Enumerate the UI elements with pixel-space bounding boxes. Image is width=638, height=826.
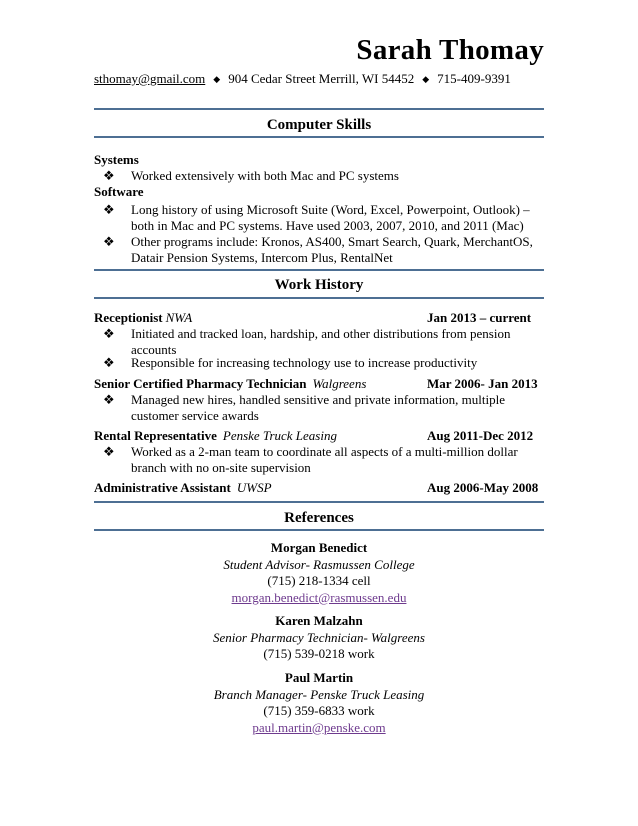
address: 904 Cedar Street Merrill, WI 54452 [228, 71, 415, 86]
list-item [103, 168, 543, 184]
separator-diamond: ◆ [422, 74, 430, 84]
reference-name: Karen Malzahn [275, 613, 363, 628]
section-rule [94, 269, 544, 271]
separator-diamond: ◆ [213, 74, 221, 84]
software-label: Software [94, 184, 144, 199]
section-rule [94, 136, 544, 138]
contact-line [94, 71, 511, 87]
reference-paul-martin [94, 670, 544, 736]
phone: 715-409-9391 [437, 71, 511, 86]
list-item [103, 392, 543, 423]
diamond-outline-bullet-icon: ❖ [103, 326, 115, 341]
diamond-bullet-icon: ❖ [103, 168, 115, 183]
job-title: Senior Certified Pharmacy Technician [94, 376, 307, 391]
job-company: UWSP [236, 480, 272, 495]
section-rule [94, 108, 544, 110]
job-dates: Mar 2006- Jan 2013 [427, 376, 538, 391]
job-company: Walgreens [312, 376, 367, 391]
job-title: Receptionist [94, 310, 163, 325]
list-item [103, 326, 543, 357]
bullet-text: Datair Pension Systems, Intercom Plus, RentalNet [131, 249, 393, 265]
bullet-text: Responsible for increasing technology use to increase productivity [131, 355, 478, 370]
bullet-text: Long history of using Microsoft Suite (Word, Excel, Powerpoint, Outlook) – [131, 202, 530, 217]
systems-label: Systems [94, 152, 139, 167]
reference-morgan-benedict [94, 540, 544, 606]
diamond-outline-bullet-icon: ❖ [103, 444, 115, 459]
bullet-text: Other programs include: Kronos, AS400, Smart Search, Quark, MerchantOS, [131, 234, 533, 249]
reference-karen-malzahn [94, 613, 544, 663]
job-dates: Aug 2011-Dec 2012 [427, 428, 534, 443]
diamond-outline-bullet-icon: ❖ [103, 392, 115, 407]
list-item [103, 202, 543, 233]
job-title: Rental Representative [94, 428, 217, 443]
job-company: Penske Truck Leasing [222, 428, 337, 443]
job-entry-receptionist [94, 310, 544, 326]
candidate-name: Sarah Thomay [356, 34, 544, 66]
diamond-outline-bullet-icon: ❖ [103, 355, 115, 370]
bullet-text: Managed new hires, handled sensitive and private information, multiple [131, 392, 506, 407]
bullet-text: customer service awards [131, 407, 259, 423]
job-dates: Aug 2006-May 2008 [427, 480, 539, 495]
job-dates: Jan 2013 – current [427, 310, 532, 325]
job-entry-administrative-assistant [94, 480, 544, 496]
section-title-computer-skills: Computer Skills [266, 117, 372, 133]
reference-name: Morgan Benedict [270, 540, 368, 555]
section-rule [94, 297, 544, 299]
reference-role: Senior Pharmacy Technician- Walgreens [213, 629, 425, 645]
job-company: NWA [165, 310, 193, 325]
bullet-text: Worked as a 2-man team to coordinate all aspects of a multi-million dollar [131, 444, 518, 459]
email-link[interactable]: sthomay@gmail.com [94, 71, 206, 86]
job-entry-pharmacy-technician [94, 376, 544, 392]
reference-phone: (715) 539-0218 work [263, 646, 375, 661]
bullet-text: accounts [131, 341, 177, 357]
section-rule [94, 501, 544, 503]
diamond-bullet-icon: ❖ [103, 202, 115, 217]
reference-role: Student Advisor- Rasmussen College [223, 556, 415, 572]
job-title: Administrative Assistant [94, 480, 231, 495]
reference-role: Branch Manager- Penske Truck Leasing [213, 686, 425, 702]
reference-phone: (715) 218-1334 cell [267, 573, 371, 588]
section-title-work-history: Work History [274, 277, 364, 293]
diamond-bullet-icon: ❖ [103, 234, 115, 249]
reference-email-link[interactable]: morgan.benedict@rasmussen.edu [231, 589, 407, 605]
reference-name: Paul Martin [284, 670, 354, 685]
section-rule [94, 529, 544, 531]
reference-email-link[interactable]: paul.martin@penske.com [252, 719, 386, 735]
section-title-references: References [284, 510, 354, 526]
job-entry-rental-representative [94, 428, 544, 444]
bullet-text: Initiated and tracked loan, hardship, and other distributions from pension [131, 326, 511, 341]
reference-phone: (715) 359-6833 work [263, 703, 375, 718]
bullet-text: both in Mac and PC systems. Have used 2003, 2007, 2010, and 2011 (Mac) [131, 217, 524, 233]
list-item [103, 444, 543, 475]
bullet-text: branch with no on-site supervision [131, 459, 311, 475]
list-item [103, 234, 543, 265]
list-item [103, 355, 543, 371]
bullet-text: Worked extensively with both Mac and PC systems [131, 168, 399, 183]
